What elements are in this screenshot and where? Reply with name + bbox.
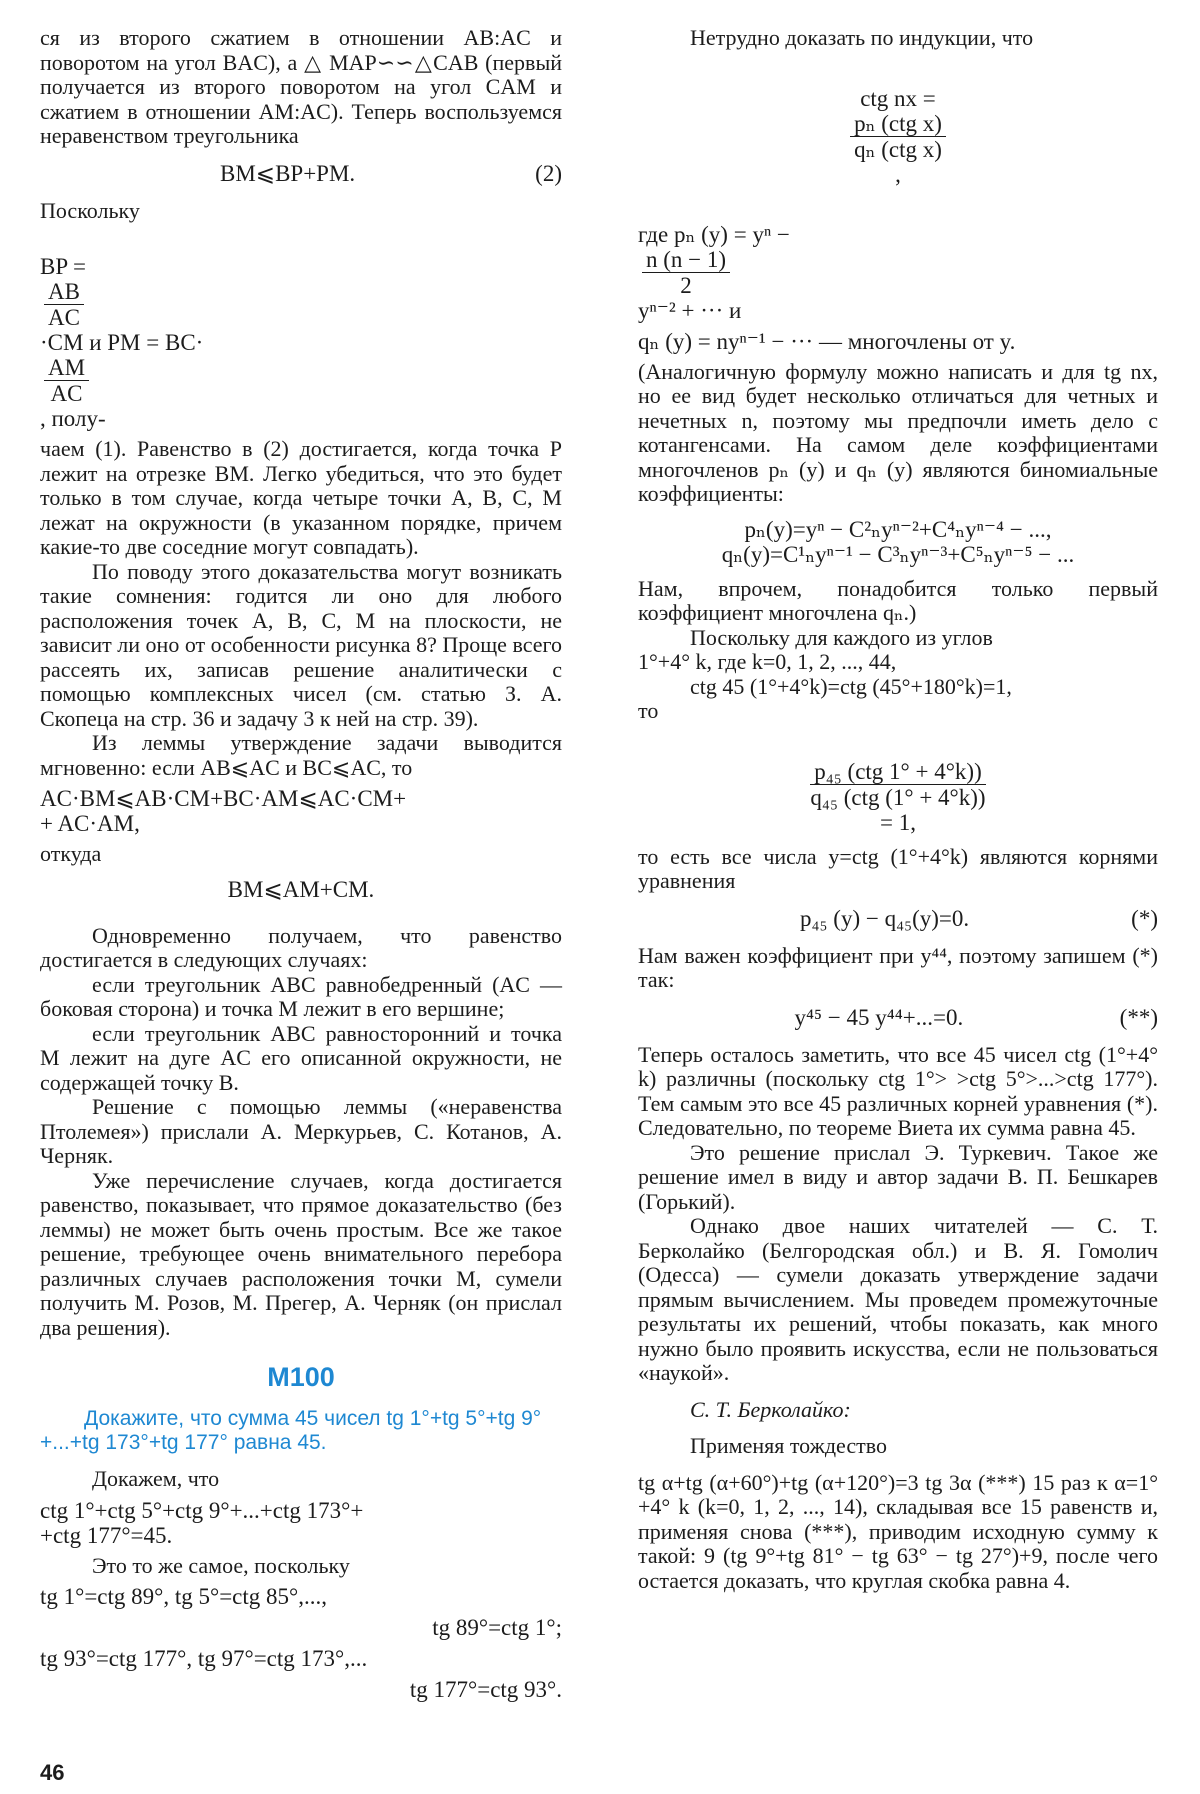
formula-tg-ctg: tg 177°=ctg 93°. [409, 1677, 562, 1702]
paragraph: Теперь осталось заметить, что все 45 чисел ctg (1°+4° k) различны (поскольку ctg 1°> >ctg 5°>...>ctg 177°). Тем самым это все 45 различных корней уравнения (*). Следовательно, по теореме Виета их сумма равна 45. [638, 1041, 1158, 1140]
formula-double-star [638, 1005, 1158, 1031]
paragraph: Это то же самое, поскольку [92, 1552, 350, 1578]
formula-2 [40, 161, 562, 187]
paragraph: Уже перечисление случаев, когда достигается равенство, показывает, что прямое доказательство (без леммы) не может быть очень простым. Все же такое решение, требующее очень внимательного перебора различных случаев расположения точки M, сумели получить М. Розов, М. Прегер, А. Черняк (он прислал два решения). [40, 1167, 562, 1340]
numerator: AB [44, 279, 84, 305]
formula-part: где pₙ (y) = yⁿ − [638, 221, 790, 247]
fraction [806, 759, 989, 810]
fraction [850, 111, 946, 162]
formula-text: p₄₅ (y) − q₄₅(y)=0. [800, 905, 970, 931]
paragraph: ся из второго сжатием в отношении AB:AC и поворотом на угол BAC), а △ MAP∽∽△CAB (первый получается из второго поворотом на угол CAM и сжатием в отношении AM:AC). Теперь воспользуемся неравенством треугольника [40, 25, 562, 148]
paragraph: то есть все числа y=ctg (1°+4°k) являются корнями уравнения [638, 843, 1158, 893]
formula-number: (2) [535, 160, 562, 186]
denominator: AC [50, 381, 83, 406]
paragraph: Докажем, что [92, 1466, 220, 1491]
paragraph: Нетрудно доказать по индукции, что [690, 25, 1034, 50]
formula-ctg-nx [638, 61, 1158, 187]
paragraph: tg α+tg (α+60°)+tg (α+120°)=3 tg 3α (***) 15 раз к α=1°+4° k (k=0, 1, 2, ..., 14), складывая все 15 равенств и, применяя снова (***), приводим исходную сумму к такой: 9 (tg 9°+tg 81° − tg 63° − tg 27°)+9, после чего остается доказать, что круглая скобка равна 4. [638, 1469, 1158, 1593]
paragraph: если треугольник ABC равносторонний и точка M лежит на дуге AC его описанной окружности, не содержащей точку B. [40, 1020, 562, 1095]
formula-part: , полу- [40, 406, 106, 431]
paragraph: ctg 45 (1°+4°k)=ctg (45°+180°k)=1, [690, 673, 1012, 699]
denominator: q₄₅ (ctg (1° + 4°k)) [810, 784, 986, 810]
formula-part: BP = [40, 254, 86, 279]
paragraph: Однако двое наших читателей — С. Т. Берколайко (Белгородская обл.) и В. Я. Гомолич (Одесса) — сумели доказать утверждение задачи прямым вычислением. Мы проведем промежуточные результаты их решений, чтобы показать, как много нужно было проявить искусства, если не пользоваться «наукой». [638, 1213, 1158, 1385]
paragraph: Нам важен коэффициент при y⁴⁴, поэтому запишем (*) так: [638, 942, 1158, 992]
formula-part: yⁿ⁻² + ··· и [638, 297, 742, 323]
paragraph: Одновременно получаем, что равенство достигается в следующих случаях: [40, 922, 562, 972]
formula-star [638, 906, 1158, 932]
paragraph: С. Т. Берколайко: [690, 1396, 851, 1422]
problem-heading: M100 [267, 1362, 335, 1392]
fraction [642, 247, 730, 298]
formula-tg-ctg: tg 1°=ctg 89°, tg 5°=ctg 85°,..., [40, 1584, 327, 1609]
formula-pn [638, 197, 1158, 323]
paragraph: то [638, 698, 659, 723]
page-number: 46 [40, 1760, 65, 1785]
formula-text: y⁴⁵ − 45 y⁴⁴+...=0. [794, 1004, 964, 1030]
formula-number: (**) [1119, 1004, 1158, 1030]
formula-tg-ctg: tg 93°=ctg 177°, tg 97°=ctg 173°,... [40, 1646, 368, 1671]
paragraph: По поводу этого доказательства могут возникать такие сомнения: годится ли оно для любого расположения точек A, B, C, M на плоскости, не зависит ли оно от особенности рисунка 8? Проще всего рассеять их, записав решение аналитически с помощью комплексных чисел (см. статью З. А. Скопеца на стр. 36 и задачу 3 к ней на стр. 39). [40, 558, 562, 731]
formula-part: ctg nx = [860, 85, 936, 111]
paragraph: если треугольник ABC равнобедренный (AC — боковая сторона) и точка M лежит в его вершине; [40, 971, 562, 1021]
numerator: AM [44, 355, 89, 381]
formula-inequality: AC·BM⩽AB·CM+BC·AM⩽AC·CM+ + AC·AM, [40, 786, 407, 836]
numerator: n (n − 1) [642, 247, 730, 273]
numerator: pₙ (ctg x) [850, 111, 946, 137]
denominator: AC [48, 305, 80, 330]
fraction [44, 355, 89, 406]
formula-text: BM⩽BP+PM. [220, 160, 356, 186]
formula-number: (*) [1131, 905, 1158, 931]
fraction [44, 279, 84, 330]
paragraph: Из леммы утверждение задачи выводится мгновенно: если AB⩽AC и BC⩽AC, то [40, 730, 562, 780]
paragraph: 1°+4° k, где k=0, 1, 2, ..., 44, [638, 649, 897, 674]
paragraph: Решение с помощью леммы («неравенства Птолемея») прислали А. Меркурьев, С. Котанов, А. Черняк. [40, 1094, 562, 1168]
formula-part: = 1, [880, 809, 916, 835]
paragraph: Поскольку [40, 197, 140, 223]
formula-ctg-sum: ctg 1°+ctg 5°+ctg 9°+...+ctg 173°+ +ctg 177°=45. [40, 1497, 364, 1548]
formula-part: ·CM и PM = BC· [40, 330, 204, 355]
paragraph: Нам, впрочем, понадобится только первый коэффициент многочлена qₙ.) [638, 575, 1158, 625]
paragraph: Применяя тождество [690, 1433, 887, 1458]
paragraph: чаем (1). Равенство в (2) достигается, когда точка P лежит на отрезке BM. Легко убедиться, что это будет только в том случае, когда четыре точки A, B, C, M лежат на окружности (в указанном порядке, причем какие-то две соседние могут совпадать). [40, 436, 562, 559]
paragraph: Это решение прислал Э. Туркевич. Такое же решение имел в виду и автор задачи В. П. Бешкарев (Горький). [638, 1139, 1158, 1214]
formula-part: , [895, 161, 901, 187]
formula-ratio [638, 734, 1158, 835]
left-column [40, 26, 562, 1704]
denominator: 2 [680, 272, 692, 298]
denominator: qₙ (ctg x) [854, 136, 942, 162]
right-column [638, 26, 1158, 1593]
problem-statement: Докажите, что сумма 45 чисел tg 1°+tg 5°+tg 9°+...+tg 173°+tg 177° равна 45. [40, 1407, 542, 1454]
formula-binomial: pₙ(y)=yⁿ − C²ₙyⁿ⁻²+C⁴ₙyⁿ⁻⁴ − ..., qₙ(y)=C¹ₙyⁿ⁻¹ − C³ₙyⁿ⁻³+C⁵ₙyⁿ⁻⁵ − ... [721, 516, 1075, 567]
paragraph: Поскольку для каждого из углов [690, 624, 993, 650]
formula-bp-pm [40, 229, 562, 431]
formula-qn: qₙ (y) = nyⁿ⁻¹ − ··· — многочлены от y. [638, 328, 1016, 354]
formula-tg-ctg: tg 89°=ctg 1°; [432, 1615, 562, 1640]
numerator: p₄₅ (ctg 1° + 4°k)) [810, 759, 985, 785]
paragraph: (Аналогичную формулу можно написать и для tg nx, но ее вид будет несколько отличаться для четных и нечетных n, поэтому мы предпочли иметь дело с котангенсами. На самом деле коэффициентами многочленов pₙ (y) и qₙ (y) являются биномиальные коэффициенты: [638, 358, 1158, 506]
formula-bm: BM⩽AM+CM. [227, 876, 375, 902]
paragraph: откуда [40, 841, 102, 866]
